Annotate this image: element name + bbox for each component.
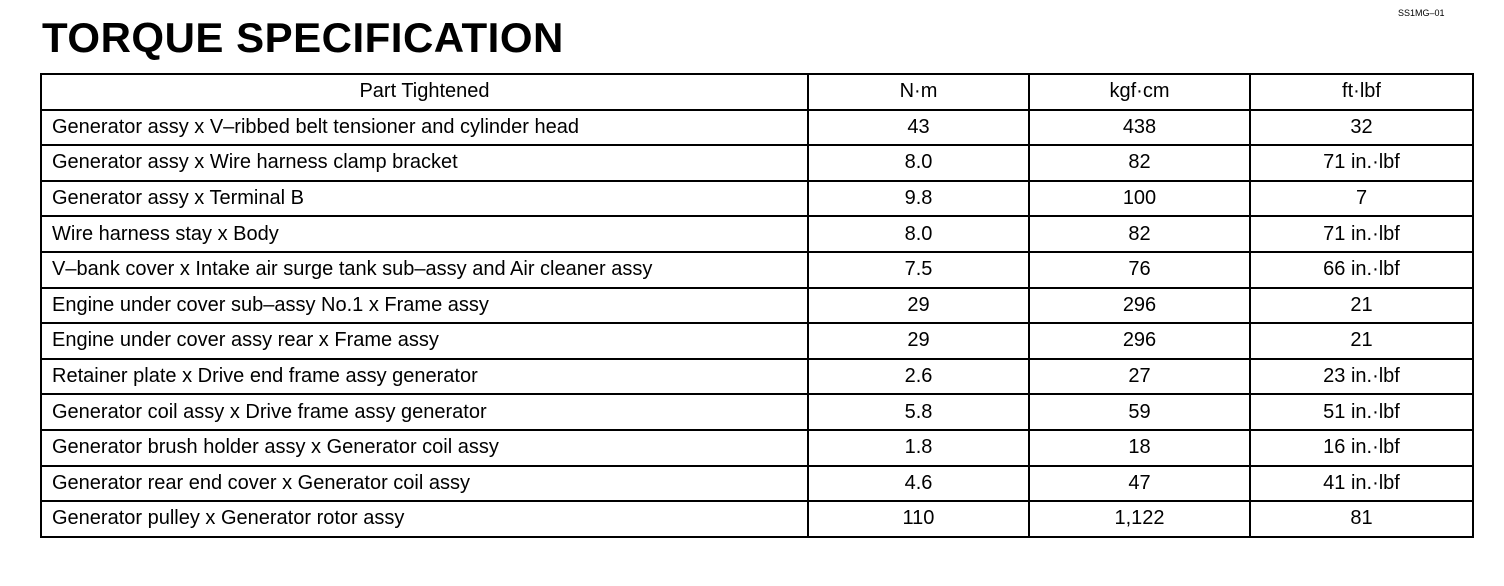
kgf-cm-cell: 100	[1029, 181, 1250, 217]
header-newton-meter: N·m	[808, 74, 1029, 110]
kgf-cm-cell: 82	[1029, 216, 1250, 252]
nm-cell: 8.0	[808, 216, 1029, 252]
ft-lbf-cell: 32	[1250, 110, 1473, 146]
nm-cell: 9.8	[808, 181, 1029, 217]
nm-cell: 110	[808, 501, 1029, 537]
nm-cell: 7.5	[808, 252, 1029, 288]
kgf-cm-cell: 18	[1029, 430, 1250, 466]
kgf-cm-cell: 47	[1029, 466, 1250, 502]
ft-lbf-cell: 81	[1250, 501, 1473, 537]
kgf-cm-cell: 1,122	[1029, 501, 1250, 537]
part-cell: Retainer plate x Drive end frame assy generator	[41, 359, 808, 395]
kgf-cm-cell: 438	[1029, 110, 1250, 146]
nm-cell: 5.8	[808, 394, 1029, 430]
header-row	[41, 74, 1473, 110]
kgf-cm-cell: 296	[1029, 323, 1250, 359]
page-title: TORQUE SPECIFICATION	[42, 14, 564, 61]
ft-lbf-cell: 41 in.·lbf	[1250, 466, 1473, 502]
ft-lbf-cell: 7	[1250, 181, 1473, 217]
table-row	[41, 323, 1473, 359]
kgf-cm-cell: 59	[1029, 394, 1250, 430]
table-row	[41, 430, 1473, 466]
ft-lbf-cell: 21	[1250, 288, 1473, 324]
ft-lbf-cell: 16 in.·lbf	[1250, 430, 1473, 466]
document-code: SS1MG–01	[1398, 8, 1445, 18]
nm-cell: 43	[808, 110, 1029, 146]
nm-cell: 4.6	[808, 466, 1029, 502]
header-part-tightened: Part Tightened	[41, 74, 808, 110]
ft-lbf-cell: 66 in.·lbf	[1250, 252, 1473, 288]
nm-cell: 29	[808, 323, 1029, 359]
table-row	[41, 252, 1473, 288]
nm-cell: 2.6	[808, 359, 1029, 395]
part-cell: Generator brush holder assy x Generator coil assy	[41, 430, 808, 466]
kgf-cm-cell: 296	[1029, 288, 1250, 324]
table-row	[41, 145, 1473, 181]
ft-lbf-cell: 21	[1250, 323, 1473, 359]
part-cell: Wire harness stay x Body	[41, 216, 808, 252]
header-kgf-cm: kgf·cm	[1029, 74, 1250, 110]
part-cell: Generator assy x Terminal B	[41, 181, 808, 217]
kgf-cm-cell: 27	[1029, 359, 1250, 395]
kgf-cm-cell: 82	[1029, 145, 1250, 181]
table-row	[41, 288, 1473, 324]
table-row	[41, 501, 1473, 537]
table-row	[41, 216, 1473, 252]
ft-lbf-cell: 71 in.·lbf	[1250, 145, 1473, 181]
ft-lbf-cell: 51 in.·lbf	[1250, 394, 1473, 430]
part-cell: Engine under cover assy rear x Frame assy	[41, 323, 808, 359]
table-row	[41, 110, 1473, 146]
ft-lbf-cell: 71 in.·lbf	[1250, 216, 1473, 252]
part-cell: Engine under cover sub–assy No.1 x Frame assy	[41, 288, 808, 324]
part-cell: Generator coil assy x Drive frame assy generator	[41, 394, 808, 430]
table-row	[41, 359, 1473, 395]
nm-cell: 29	[808, 288, 1029, 324]
nm-cell: 1.8	[808, 430, 1029, 466]
part-cell: V–bank cover x Intake air surge tank sub–assy and Air cleaner assy	[41, 252, 808, 288]
ft-lbf-cell: 23 in.·lbf	[1250, 359, 1473, 395]
nm-cell: 8.0	[808, 145, 1029, 181]
table-row	[41, 466, 1473, 502]
part-cell: Generator assy x Wire harness clamp bracket	[41, 145, 808, 181]
table-row	[41, 181, 1473, 217]
part-cell: Generator rear end cover x Generator coil assy	[41, 466, 808, 502]
torque-spec-table	[40, 73, 1474, 538]
header-ft-lbf: ft·lbf	[1250, 74, 1473, 110]
part-cell: Generator pulley x Generator rotor assy	[41, 501, 808, 537]
table-row	[41, 394, 1473, 430]
part-cell: Generator assy x V–ribbed belt tensioner and cylinder head	[41, 110, 808, 146]
kgf-cm-cell: 76	[1029, 252, 1250, 288]
